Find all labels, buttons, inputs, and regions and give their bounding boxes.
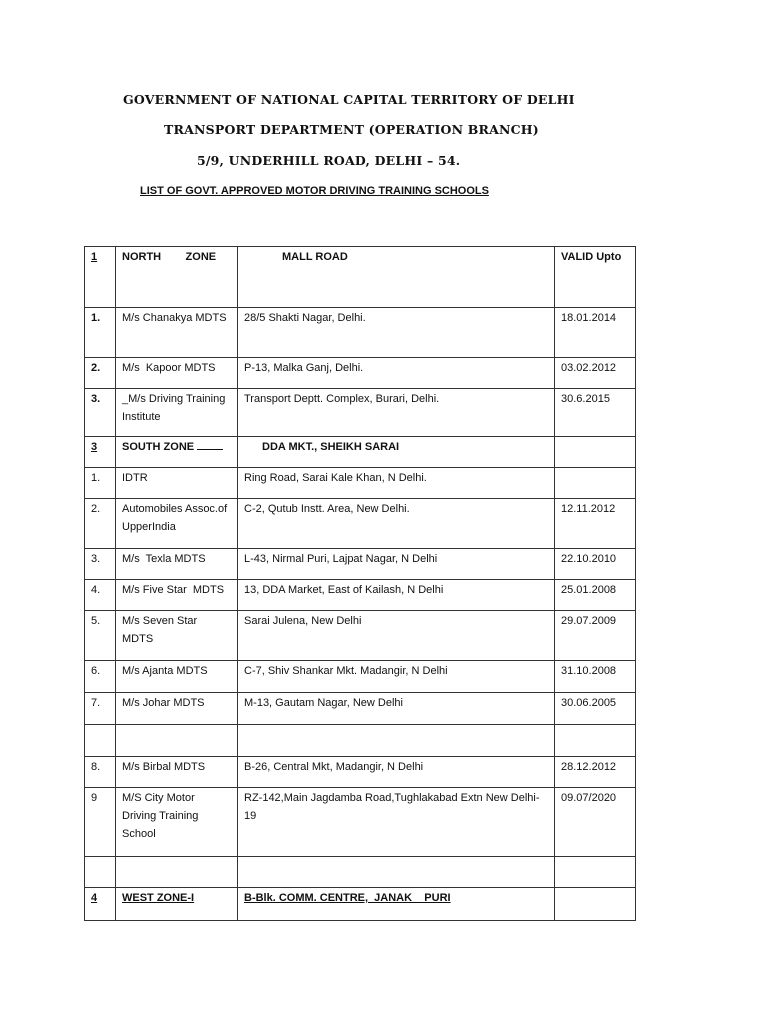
address-cell: 28/5 Shakti Nagar, Delhi. [238, 308, 555, 358]
address-cell: RZ-142,Main Jagdamba Road,Tughlakabad Extn New Delhi-19 [238, 788, 555, 857]
zone-office-cell: MALL ROAD [238, 247, 555, 308]
serial-cell: 9 [85, 788, 116, 857]
valid-date-cell: 29.07.2009 [555, 611, 636, 661]
address-cell: L-43, Nirmal Puri, Lajpat Nagar, N Delhi [238, 549, 555, 580]
school-name-cell: M/s Five Star MDTS [116, 580, 238, 611]
address-cell: P-13, Malka Ganj, Delhi. [238, 358, 555, 389]
table-row [85, 549, 636, 580]
zone-header-row [85, 247, 636, 308]
school-name-cell: _M/s Driving Training Institute [116, 389, 238, 437]
valid-date-cell: 25.01.2008 [555, 580, 636, 611]
address-cell: B-26, Central Mkt, Madangir, N Delhi [238, 757, 555, 788]
schools-table [84, 246, 636, 921]
zone-name-cell: SOUTH ZONE [116, 437, 238, 468]
serial-cell: 4. [85, 580, 116, 611]
address-cell: C-7, Shiv Shankar Mkt. Madangir, N Delhi [238, 661, 555, 693]
table-row [85, 580, 636, 611]
table-row [85, 468, 636, 499]
zone-name-cell: WEST ZONE-I [116, 888, 238, 921]
serial-cell: 2. [85, 358, 116, 389]
valid-date-cell: 30.6.2015 [555, 389, 636, 437]
zone-office-cell: B-Blk. COMM. CENTRE, JANAK PURI [238, 888, 555, 921]
empty-row [85, 725, 636, 757]
school-name-cell: IDTR [116, 468, 238, 499]
zone-number-cell: 4 [85, 888, 116, 921]
address-cell: Sarai Julena, New Delhi [238, 611, 555, 661]
school-name-cell: Automobiles Assoc.of UpperIndia [116, 499, 238, 549]
branch-title: TRANSPORT DEPARTMENT (OPERATION BRANCH) [164, 122, 539, 137]
school-name-cell: M/s Johar MDTS [116, 693, 238, 725]
table-row [85, 389, 636, 437]
address-cell: M-13, Gautam Nagar, New Delhi [238, 693, 555, 725]
serial-cell: 1. [85, 308, 116, 358]
table-row [85, 611, 636, 661]
valid-date-cell [555, 888, 636, 921]
school-name-cell: M/s Birbal MDTS [116, 757, 238, 788]
serial-cell: 5. [85, 611, 116, 661]
list-title: LIST OF GOVT. APPROVED MOTOR DRIVING TRAINING SCHOOLS [140, 185, 489, 197]
serial-cell: 3. [85, 549, 116, 580]
school-name-cell: M/s Ajanta MDTS [116, 661, 238, 693]
school-name-cell: M/s Chanakya MDTS [116, 308, 238, 358]
serial-cell: 1. [85, 468, 116, 499]
address-cell: Ring Road, Sarai Kale Khan, N Delhi. [238, 468, 555, 499]
valid-date-cell: 22.10.2010 [555, 549, 636, 580]
serial-cell: 7. [85, 693, 116, 725]
table-row [85, 788, 636, 857]
valid-header-cell: VALID Upto [555, 247, 636, 308]
zone-name-cell: NORTH ZONE [116, 247, 238, 308]
address-line: 5/9, UNDERHILL ROAD, DELHI – 54. [197, 153, 461, 168]
serial-cell: 2. [85, 499, 116, 549]
table-row [85, 499, 636, 549]
table-row [85, 693, 636, 725]
school-name-cell: M/s Kapoor MDTS [116, 358, 238, 389]
valid-date-cell: 09.07/2020 [555, 788, 636, 857]
valid-date-cell: 30.06.2005 [555, 693, 636, 725]
school-name-cell: M/s Seven Star MDTS [116, 611, 238, 661]
empty-row [85, 857, 636, 888]
table-row [85, 308, 636, 358]
zone-number-cell: 3 [85, 437, 116, 468]
serial-cell: 3. [85, 389, 116, 437]
serial-cell: 8. [85, 757, 116, 788]
table-row [85, 757, 636, 788]
valid-date-cell: 28.12.2012 [555, 757, 636, 788]
valid-date-cell: 18.01.2014 [555, 308, 636, 358]
school-name-cell: M/s Texla MDTS [116, 549, 238, 580]
valid-date-cell [555, 437, 636, 468]
zone-office-cell: DDA MKT., SHEIKH SARAI [238, 437, 555, 468]
valid-date-cell: 12.11.2012 [555, 499, 636, 549]
address-cell: Transport Deptt. Complex, Burari, Delhi. [238, 389, 555, 437]
serial-cell: 6. [85, 661, 116, 693]
valid-date-cell: 31.10.2008 [555, 661, 636, 693]
zone-header-row [85, 888, 636, 921]
school-name-cell: M/S City Motor Driving Training School [116, 788, 238, 857]
department-title: GOVERNMENT OF NATIONAL CAPITAL TERRITORY OF DELHI [123, 92, 575, 107]
valid-date-cell [555, 468, 636, 499]
table-row [85, 358, 636, 389]
table-row [85, 661, 636, 693]
address-cell: C-2, Qutub Instt. Area, New Delhi. [238, 499, 555, 549]
address-cell: 13, DDA Market, East of Kailash, N Delhi [238, 580, 555, 611]
zone-number-cell: 1 [85, 247, 116, 308]
valid-date-cell: 03.02.2012 [555, 358, 636, 389]
zone-header-row [85, 437, 636, 468]
